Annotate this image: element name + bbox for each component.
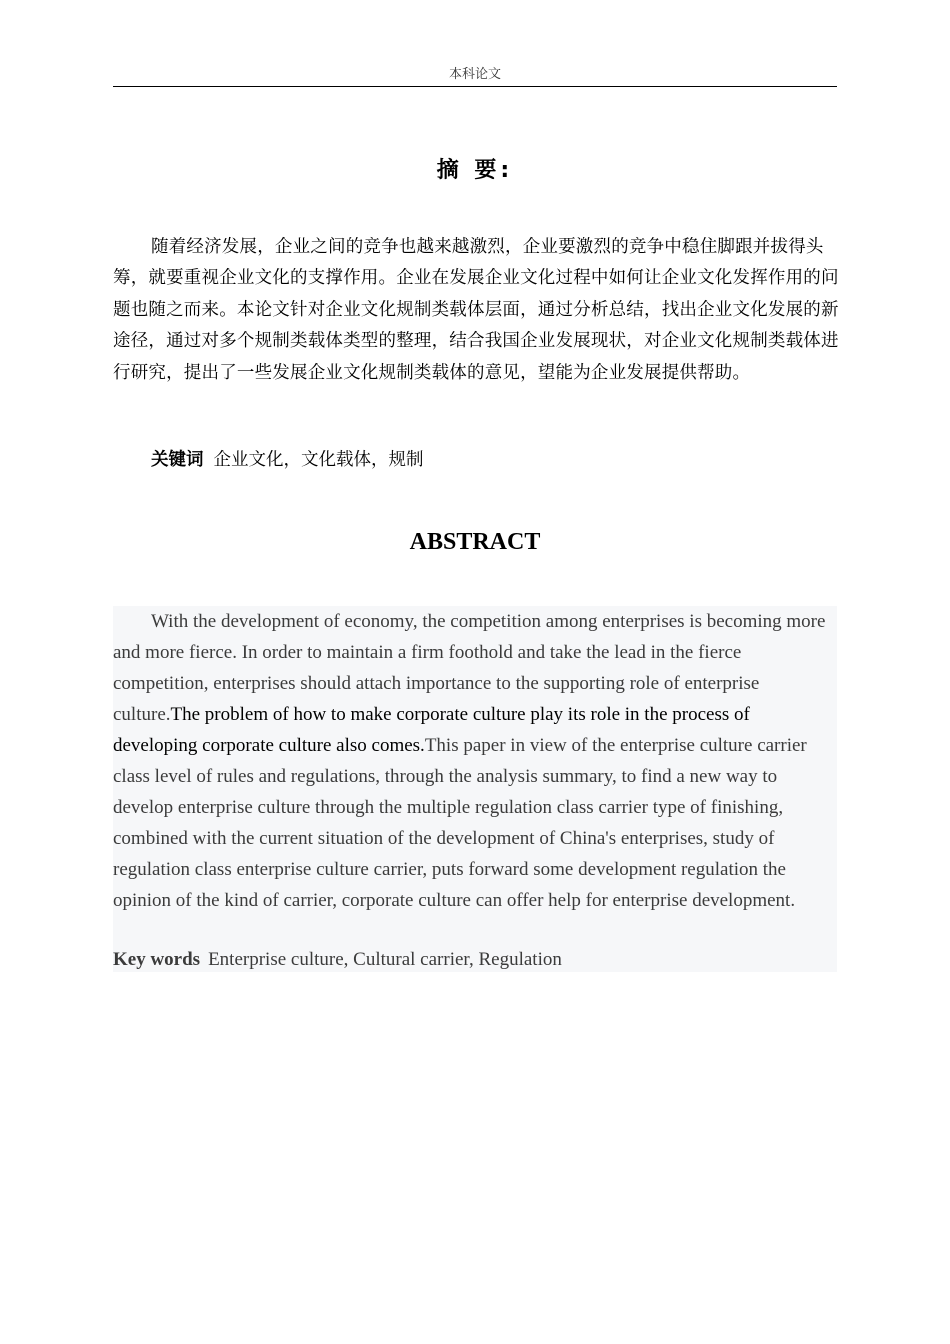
running-header: 本科论文 [448,67,501,82]
english-abstract-body [113,606,837,916]
chinese-keywords-value: 企业文化，文化载体，规制 [213,450,424,470]
header-rule [113,86,837,87]
chinese-abstract-title: 摘 要: [436,158,514,183]
english-keywords-value: Enterprise culture, Cultural carrier, Regulation [208,949,562,970]
english-abstract-part1: With the development of economy, the competition among enterprises is becoming more and more fierce. In order to maintain a firm foothold and take the lead in the fierce competition, enterprises should attach importance to the supporting role of enterprise culture. [113,611,826,725]
chinese-abstract-body: 随着经济发展，企业之间的竞争也越来越激烈，企业要激烈的竞争中稳住脚跟并拔得头筹，就要重视企业文化的支撑作用。企业在发展企业文化过程中如何让企业文化发挥作用的问题也随之而来。本论文针对企业文化规制类载体层面，通过分析总结，找出企业文化发展的新途径，通过对多个规制类载体类型的整理，结合我国企业发展现状，对企业文化规制类载体进行研究，提出了一些发展企业文化规制类载体的意见，望能为企业发展提供帮助。 [113,237,839,383]
chinese-keywords [151,446,837,474]
english-keywords-label: Key words [113,949,201,970]
english-abstract-title: ABSTRACT [409,529,541,555]
chinese-keywords-label: 关键词 [151,450,204,470]
english-abstract-part3: This paper in view of the enterprise culture carrier class level of rules and regulations, through the analysis summary, to find a new way to develop enterprise culture through the multiple regulation class carrier type of finishing, combined with the current situation of the development of China's enterprises, study of regulation class enterprise culture carrier, puts forward some development regulation the opinion of the kind of carrier, corporate culture can offer help for enterprise development. [113,735,807,911]
english-abstract-part2: The problem of how to make corporate culture play its role in the process of developing corporate culture also comes. [113,704,750,756]
english-abstract-block [113,606,837,972]
english-keywords [113,946,837,974]
